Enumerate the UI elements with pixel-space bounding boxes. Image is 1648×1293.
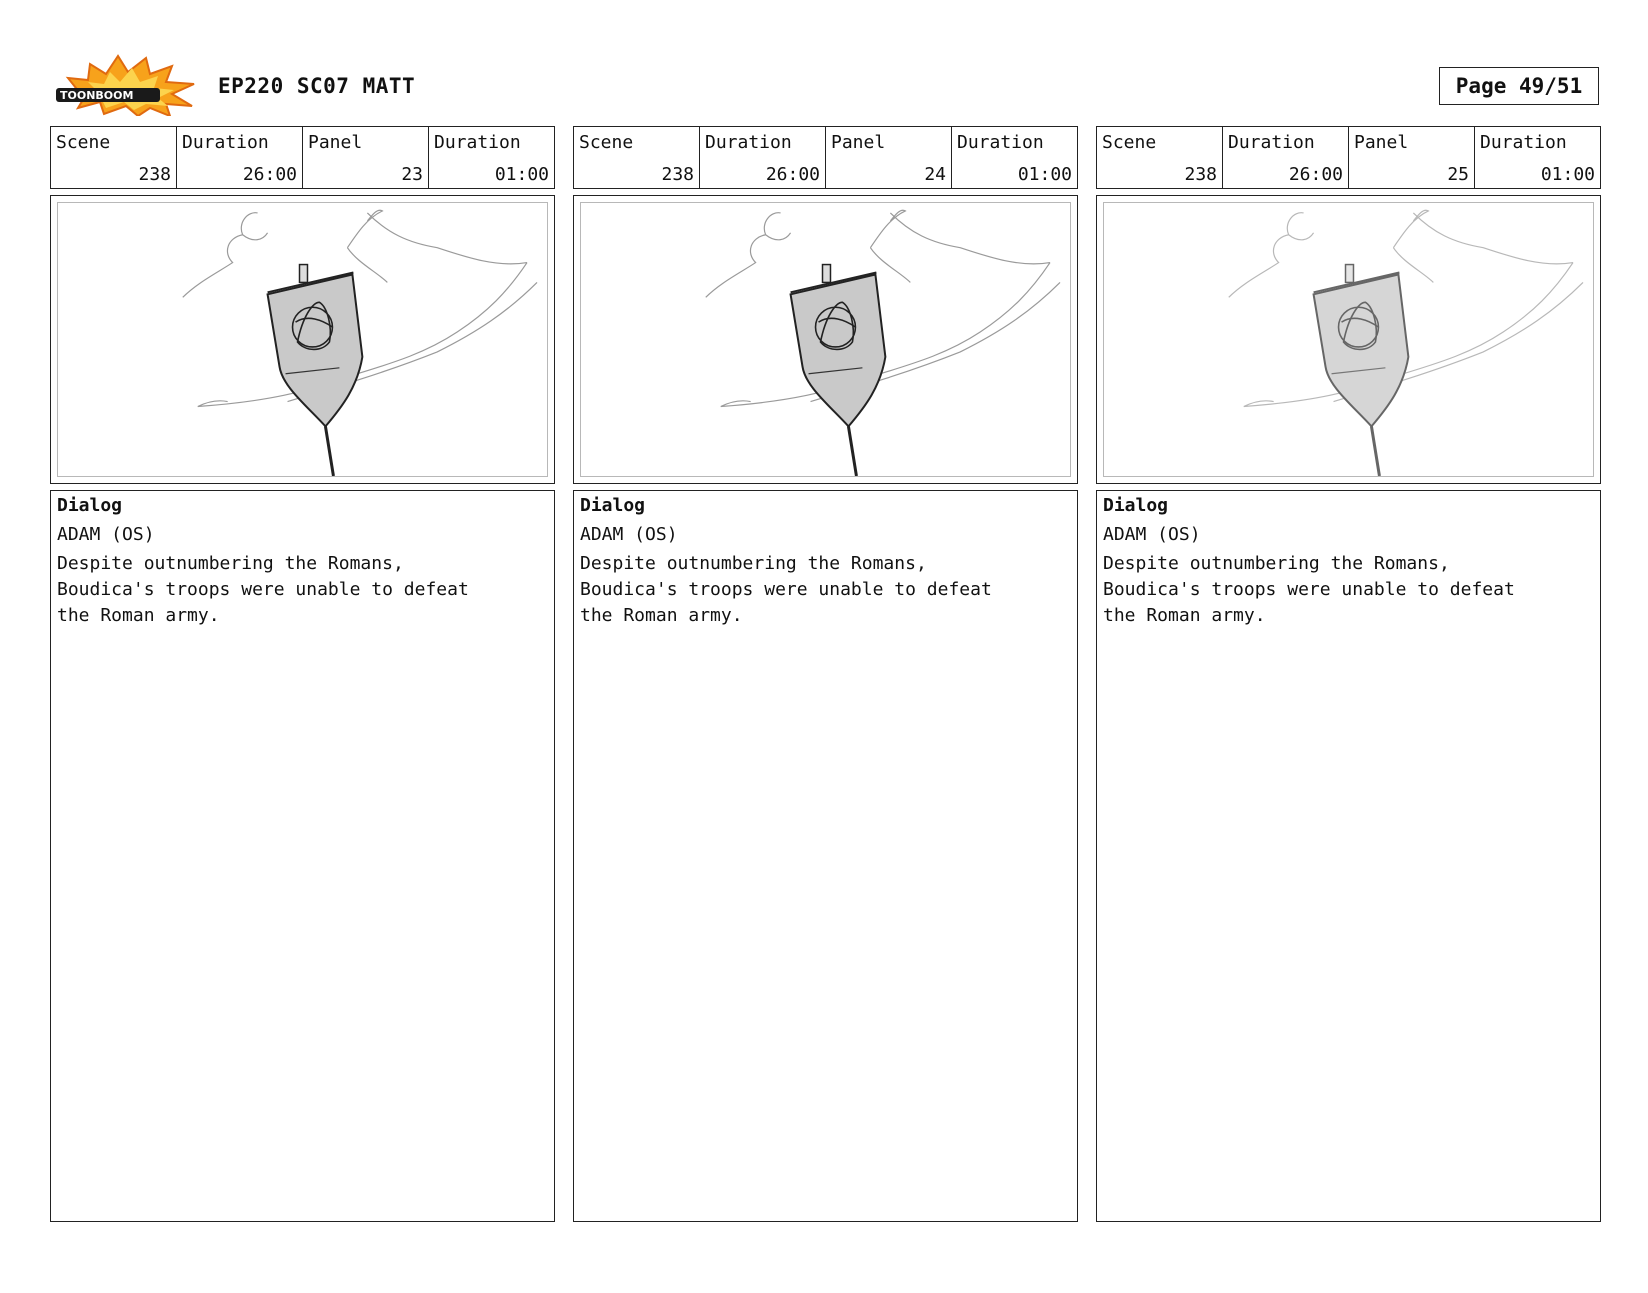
sketch-banner-image: [1103, 202, 1594, 477]
scene-value: 238: [138, 164, 171, 185]
panel-image-frame: [1096, 195, 1601, 484]
duration-label: Duration: [705, 132, 792, 153]
panel-label: Panel: [831, 132, 886, 153]
duration-label: Duration: [434, 132, 521, 153]
scene-label: Scene: [56, 132, 111, 153]
panel-cell: [303, 127, 429, 188]
panel-duration-cell: [429, 127, 554, 188]
panel-value: 25: [1447, 164, 1469, 185]
document-title: EP220 SC07 MATT: [218, 74, 416, 98]
scene-label: Scene: [579, 132, 634, 153]
dialog-text: Despite outnumbering the Romans, Boudica's troops were unable to defeat the Roman army.: [580, 553, 992, 626]
duration-label: Duration: [1228, 132, 1315, 153]
dialog-heading: Dialog: [57, 495, 123, 516]
dialog-text: Despite outnumbering the Romans, Boudica's troops were unable to defeat the Roman army.: [1103, 553, 1515, 626]
dialog-box: [50, 490, 555, 1222]
dialog-box: [573, 490, 1078, 1222]
scene-cell: [574, 127, 700, 188]
storyboard-panel: [50, 126, 555, 1222]
scene-cell: [1097, 127, 1223, 188]
panel-duration-value: 01:00: [494, 164, 549, 185]
duration-label: Duration: [182, 132, 269, 153]
scene-value: 238: [1184, 164, 1217, 185]
scene-label: Scene: [1102, 132, 1157, 153]
duration-label: Duration: [957, 132, 1044, 153]
panel-label: Panel: [308, 132, 363, 153]
panel-image-frame: [573, 195, 1078, 484]
sketch-banner-image: [57, 202, 548, 477]
panel-cell: [1349, 127, 1475, 188]
scene-duration-cell: [700, 127, 826, 188]
panel-info-row: [50, 126, 555, 189]
scene-cell: [51, 127, 177, 188]
storyboard-panel: [1096, 126, 1601, 1222]
panel-info-row: [1096, 126, 1601, 189]
panel-value: 24: [924, 164, 946, 185]
page-number: Page 49/51: [1439, 67, 1599, 105]
sketch-banner-image: [580, 202, 1071, 477]
panel-info-row: [573, 126, 1078, 189]
panel-label: Panel: [1354, 132, 1409, 153]
dialog-text: Despite outnumbering the Romans, Boudica's troops were unable to defeat the Roman army.: [57, 553, 469, 626]
panel-cell: [826, 127, 952, 188]
panel-duration-value: 01:00: [1540, 164, 1595, 185]
storyboard-panel: [573, 126, 1078, 1222]
scene-value: 238: [661, 164, 694, 185]
panel-duration-cell: [952, 127, 1077, 188]
panel-value: 23: [401, 164, 423, 185]
duration-label: Duration: [1480, 132, 1567, 153]
dialog-speaker: ADAM (OS): [1103, 524, 1201, 545]
logo-lettering: TOONBOOM: [60, 89, 134, 102]
dialog-box: [1096, 490, 1601, 1222]
panel-duration-value: 01:00: [1017, 164, 1072, 185]
dialog-speaker: ADAM (OS): [57, 524, 155, 545]
scene-duration-cell: [1223, 127, 1349, 188]
panel-duration-cell: [1475, 127, 1600, 188]
panel-image-frame: [50, 195, 555, 484]
dialog-heading: Dialog: [1103, 495, 1169, 516]
scene-duration-value: 26:00: [1288, 164, 1343, 185]
scene-duration-cell: [177, 127, 303, 188]
scene-duration-value: 26:00: [242, 164, 297, 185]
toonboom-logo: [54, 52, 199, 116]
dialog-heading: Dialog: [580, 495, 646, 516]
dialog-speaker: ADAM (OS): [580, 524, 678, 545]
scene-duration-value: 26:00: [765, 164, 820, 185]
